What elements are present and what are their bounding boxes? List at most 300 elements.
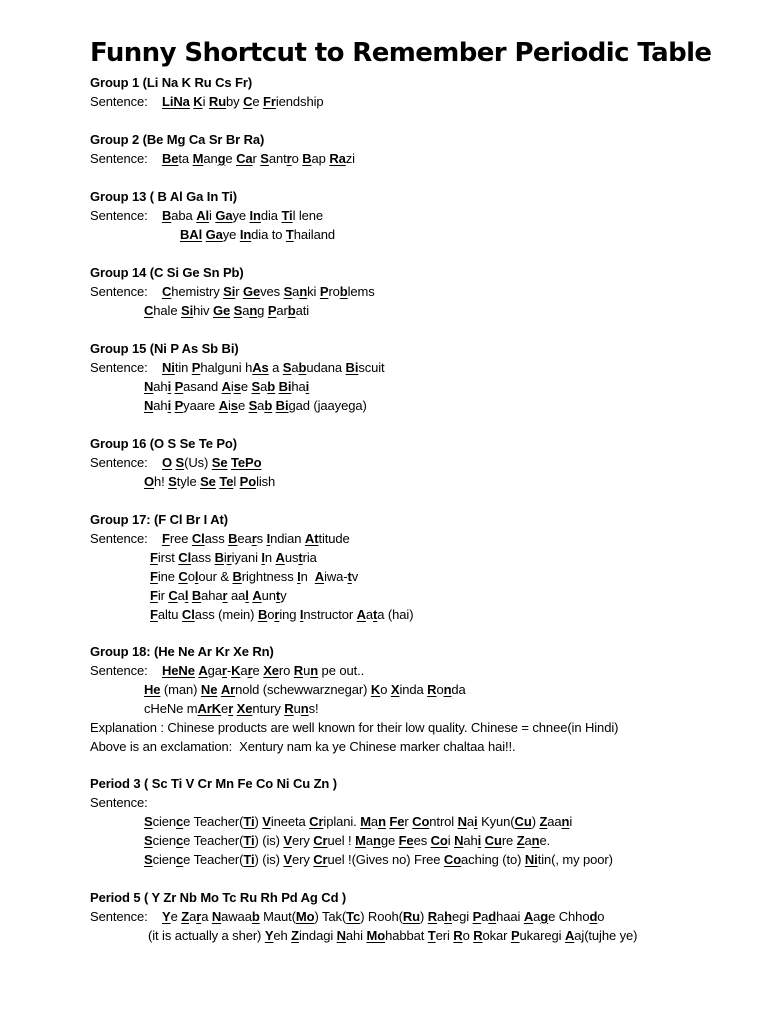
mnemonic-highlight: l — [184, 588, 189, 603]
sentence-text: asand — [183, 379, 222, 394]
mnemonic-highlight: Bi — [345, 360, 359, 375]
sentence-text: o — [482, 928, 490, 943]
section-heading: Group 14 (C Si Ge Sn Pb) — [90, 265, 244, 280]
sentence-text: aa — [547, 814, 562, 829]
mnemonic-highlight: Ti — [281, 208, 293, 223]
mnemonic-highlight: C — [162, 284, 172, 299]
mnemonic-highlight: P — [510, 928, 520, 943]
mnemonic-highlight: Bi — [275, 398, 289, 413]
sentence-text: m — [183, 701, 198, 716]
mnemonic-highlight: F — [150, 569, 158, 584]
section — [90, 73, 760, 111]
mnemonic-highlight: B — [162, 208, 172, 223]
sentence-text: re — [501, 833, 517, 848]
mnemonic-highlight: HeNe — [162, 663, 195, 678]
mnemonic-highlight: N — [144, 398, 154, 413]
mnemonic-highlight: F — [162, 531, 170, 546]
mnemonic-highlight: TePo — [231, 455, 262, 470]
sentence-text: o — [380, 682, 391, 697]
sentence-label: Sentence: — [90, 151, 148, 166]
sentence-text: un — [261, 588, 276, 603]
mnemonic-highlight: R — [293, 663, 304, 678]
mnemonic-highlight: t — [347, 569, 352, 584]
sentence-text: ha — [291, 379, 306, 394]
mnemonic-highlight: M — [192, 151, 204, 166]
sentence-text: halguni h — [200, 360, 253, 375]
sentence-line — [90, 907, 760, 926]
sentence-text: cien — [152, 852, 177, 867]
sentence-text: ntury — [252, 701, 285, 716]
mnemonic-highlight: A — [314, 569, 325, 584]
mnemonic-highlight: b — [267, 379, 276, 394]
sentence-text: o — [597, 909, 605, 924]
sentence-line — [90, 586, 760, 605]
mnemonic-highlight: s — [230, 398, 238, 413]
sentence-text: ineeta — [270, 814, 310, 829]
sentence-line — [90, 793, 760, 812]
sentence-text: i — [230, 379, 234, 394]
sentence-text: y — [280, 588, 287, 603]
section-heading: Group 16 (O S Se Te Po) — [90, 436, 237, 451]
sentence-text: us — [284, 550, 299, 565]
sentence-text: dia to — [251, 227, 286, 242]
section-heading: Group 13 ( B Al Ga In Ti) — [90, 189, 238, 204]
sentence-text: r — [241, 569, 246, 584]
section — [90, 510, 760, 624]
sentence-text: i — [209, 208, 216, 223]
mnemonic-highlight: K — [370, 682, 381, 697]
mnemonic-highlight: P — [191, 360, 201, 375]
sentence-text: e — [240, 379, 252, 394]
mnemonic-highlight: d — [488, 909, 497, 924]
mnemonic-highlight: A — [275, 550, 285, 565]
sentence-text: a — [466, 814, 475, 829]
mnemonic-highlight: Ni — [162, 360, 175, 375]
sentence-text: irst — [157, 550, 179, 565]
mnemonic-highlight: r — [196, 909, 202, 924]
sentence-text: ye — [232, 208, 250, 223]
sentence-label: Sentence: — [90, 284, 148, 299]
mnemonic-highlight: N — [211, 909, 222, 924]
sentence-text: a — [291, 360, 299, 375]
sentence-text: ant — [268, 151, 287, 166]
section — [90, 187, 760, 244]
sentence-text: a — [365, 607, 374, 622]
mnemonic-highlight: Cr — [309, 814, 324, 829]
mnemonic-highlight: Ra — [329, 151, 346, 166]
mnemonic-highlight: Cl — [178, 550, 192, 565]
sentence-text: ass (mein) — [194, 607, 258, 622]
sentence-line — [90, 548, 760, 567]
section — [90, 263, 760, 320]
mnemonic-highlight: Be — [162, 151, 179, 166]
sentence-text: dia — [260, 208, 282, 223]
sentence-text: yaare — [183, 398, 219, 413]
mnemonic-highlight: Cr — [313, 852, 328, 867]
sentence-line — [90, 718, 760, 737]
mnemonic-highlight: b — [287, 303, 296, 318]
sentence-text: es — [413, 833, 431, 848]
sentence-text: e Teacher( — [183, 814, 244, 829]
sentence-text: a — [437, 909, 445, 924]
sentence-text: scuit — [358, 360, 385, 375]
sentence-line — [90, 225, 760, 244]
section — [90, 888, 760, 945]
sentence-text: inda — [399, 682, 428, 697]
sentence-text: Fre — [414, 852, 434, 867]
sentence-text: e — [221, 701, 229, 716]
section-heading: Group 2 (Be Mg Ca Sr Br Ra) — [90, 132, 265, 147]
sentence-text: g — [257, 303, 268, 318]
sentence-text: kar — [489, 928, 511, 943]
mnemonic-highlight: i — [477, 833, 482, 848]
mnemonic-highlight: R — [453, 928, 463, 943]
sentence-text: aa — [227, 588, 246, 603]
sentence-text: a — [242, 303, 250, 318]
sentence-text: ki — [307, 284, 320, 299]
sentence-line — [90, 301, 760, 320]
mnemonic-highlight: i — [305, 379, 310, 394]
sentence-line — [90, 472, 760, 491]
mnemonic-highlight: M — [360, 814, 371, 829]
mnemonic-highlight: Po — [239, 474, 257, 489]
section — [90, 774, 760, 869]
mnemonic-highlight: LiNa — [162, 94, 190, 109]
sentence-line — [90, 831, 760, 850]
sentence-text: gad (jaayega) — [288, 398, 367, 413]
mnemonic-highlight: B — [228, 531, 238, 546]
sentence-text: o — [436, 682, 444, 697]
mnemonic-highlight: At — [304, 531, 319, 546]
mnemonic-highlight: In — [239, 227, 252, 242]
mnemonic-highlight: Ca — [236, 151, 253, 166]
sentence-text: aching (to) — [461, 852, 525, 867]
mnemonic-highlight: Z — [516, 833, 525, 848]
mnemonic-highlight: F — [150, 607, 158, 622]
sentence-text: tyle — [176, 474, 201, 489]
sentence-text: tin(, my poor) — [537, 852, 613, 867]
sentence-text: hemistry — [171, 284, 224, 299]
mnemonic-highlight: Mo — [366, 928, 386, 943]
sentence-text: o — [462, 928, 470, 943]
mnemonic-highlight: In — [249, 208, 261, 223]
section — [90, 642, 760, 756]
sentence-text: iendship — [275, 94, 324, 109]
mnemonic-highlight: N — [454, 833, 464, 848]
sentence-text: ea — [237, 531, 252, 546]
section — [90, 339, 760, 415]
sentence-text: a — [260, 379, 268, 394]
mnemonic-highlight: S — [144, 814, 153, 829]
sentence-line — [90, 737, 760, 756]
mnemonic-highlight: F — [150, 550, 158, 565]
mnemonic-highlight: K — [231, 663, 241, 678]
mnemonic-highlight: C — [178, 569, 188, 584]
sentence-label: Sentence: — [90, 94, 148, 109]
sentence-text: a — [370, 814, 379, 829]
sentence-text: r — [235, 284, 243, 299]
sentence-text: ge — [380, 833, 399, 848]
mnemonic-highlight: Co — [443, 852, 462, 867]
sentence-text: Above is an exclamation: Xentury nam ka ye Chinese marker chaltaa hai!!. — [90, 739, 516, 754]
mnemonic-highlight: c — [176, 814, 184, 829]
sentence-line — [90, 680, 760, 699]
sentence-text: ati — [295, 303, 310, 318]
mnemonic-highlight: Mo — [295, 909, 315, 924]
mnemonic-highlight: Si — [223, 284, 236, 299]
sentence-text: ) Tak( — [314, 909, 347, 924]
mnemonic-highlight: n — [561, 814, 570, 829]
sentence-text: egi — [452, 909, 473, 924]
mnemonic-highlight: b — [298, 360, 307, 375]
mnemonic-highlight: r — [221, 663, 227, 678]
mnemonic-highlight: B — [232, 569, 242, 584]
mnemonic-highlight: R — [284, 701, 294, 716]
mnemonic-highlight: Ge — [242, 284, 261, 299]
sentence-text: e — [252, 663, 264, 678]
sentence-text: a — [292, 284, 300, 299]
sentence-text: a — [257, 398, 265, 413]
mnemonic-highlight: r — [222, 588, 228, 603]
mnemonic-highlight: S — [233, 303, 243, 318]
mnemonic-highlight: t — [298, 550, 303, 565]
mnemonic-highlight: Xe — [263, 663, 279, 678]
sentence-text: a — [533, 909, 541, 924]
mnemonic-highlight: b — [251, 909, 260, 924]
mnemonic-highlight: b — [339, 284, 348, 299]
mnemonic-highlight: A — [564, 928, 575, 943]
mnemonic-highlight: Cu — [484, 833, 502, 848]
mnemonic-highlight: C — [243, 94, 253, 109]
sentence-line — [90, 92, 760, 111]
sentence-line — [90, 149, 760, 168]
mnemonic-highlight: Te — [219, 474, 234, 489]
mnemonic-highlight: K — [193, 94, 203, 109]
sentence-text: ery — [291, 852, 314, 867]
sentence-text: ree — [169, 531, 192, 546]
mnemonic-highlight: ArK — [197, 701, 222, 716]
sentence-line — [90, 529, 760, 548]
section-heading: Group 18: (He Ne Ar Kr Xe Rn) — [90, 644, 274, 659]
section-heading: Group 15 (Ni P As Sb Bi) — [90, 341, 239, 356]
mnemonic-highlight: S — [251, 379, 261, 394]
mnemonic-highlight: l — [194, 569, 199, 584]
mnemonic-highlight: A — [198, 663, 208, 678]
mnemonic-highlight: O — [144, 474, 155, 489]
sentence-text: ine — [157, 569, 179, 584]
mnemonic-highlight: A — [218, 398, 228, 413]
sentence-label: Sentence: — [90, 531, 148, 546]
sentence-text: ) — [254, 814, 263, 829]
sentence-text: uel !(Gives no) — [327, 852, 415, 867]
section — [90, 434, 760, 491]
sentence-text: u — [303, 663, 311, 678]
sentence-text: haai — [496, 909, 524, 924]
section-heading: Group 17: (F Cl Br I At) — [90, 512, 228, 527]
sentence-text: Kyun( — [477, 814, 515, 829]
mnemonic-highlight: Ar — [220, 682, 236, 697]
sentence-text: ) — [531, 814, 540, 829]
mnemonic-highlight: i — [167, 379, 172, 394]
sentence-text: e — [237, 398, 249, 413]
mnemonic-highlight: Ti — [243, 852, 255, 867]
mnemonic-highlight: Z — [291, 928, 300, 943]
sentence-text: ) — [419, 909, 428, 924]
sentence-text: ar — [276, 303, 288, 318]
mnemonic-highlight: P — [174, 398, 184, 413]
sentence-text: indagi — [299, 928, 337, 943]
sentence-text: da — [451, 682, 466, 697]
sentence-text: r — [252, 151, 261, 166]
sentence-text: lish — [256, 474, 276, 489]
mnemonic-highlight: Cu — [514, 814, 532, 829]
sentence-text: ntrol — [429, 814, 458, 829]
mnemonic-highlight: Z — [181, 909, 190, 924]
mnemonic-highlight: Cl — [191, 531, 205, 546]
sentence-text: ir — [157, 588, 169, 603]
mnemonic-highlight: B — [191, 588, 202, 603]
sentence-text: o — [187, 569, 195, 584]
mnemonic-highlight: T — [427, 928, 436, 943]
mnemonic-highlight: He — [144, 682, 161, 697]
mnemonic-highlight: P — [267, 303, 277, 318]
mnemonic-highlight: X — [390, 682, 400, 697]
mnemonic-highlight: M — [355, 833, 366, 848]
mnemonic-highlight: Ti — [243, 814, 255, 829]
sentence-text: nstructor — [303, 607, 357, 622]
mnemonic-highlight: As — [252, 360, 269, 375]
mnemonic-highlight: A — [221, 379, 231, 394]
mnemonic-highlight: n — [299, 284, 308, 299]
mnemonic-highlight: Se — [200, 474, 216, 489]
sentence-text: ro — [278, 663, 294, 678]
sentence-text: ery — [291, 833, 314, 848]
sentence-text: a — [201, 909, 212, 924]
sentence-text: eh — [273, 928, 292, 943]
sentence-text: l lene — [292, 208, 324, 223]
sentence-text: ) (is) — [254, 833, 284, 848]
mnemonic-highlight: Xe — [236, 701, 253, 716]
sentence-text: a — [240, 663, 248, 678]
mnemonic-highlight: n — [372, 833, 381, 848]
mnemonic-highlight: Ne — [200, 682, 218, 697]
mnemonic-highlight: s — [233, 379, 241, 394]
mnemonic-highlight: n — [531, 833, 540, 848]
sentence-text: a — [481, 909, 489, 924]
sentence-line — [90, 661, 760, 680]
mnemonic-highlight: Co — [412, 814, 430, 829]
sentence-text: ro — [328, 284, 340, 299]
mnemonic-highlight: T — [285, 227, 294, 242]
mnemonic-highlight: n — [378, 814, 386, 829]
sentence-text: (Us) — [184, 455, 212, 470]
mnemonic-highlight: N — [457, 814, 467, 829]
mnemonic-highlight: t — [275, 588, 281, 603]
mnemonic-highlight: Ga — [215, 208, 233, 223]
sentence-text: aj — [574, 928, 585, 943]
sentence-text: ves — [260, 284, 284, 299]
sentence-text: ah — [463, 833, 478, 848]
mnemonic-highlight: Co — [430, 833, 448, 848]
sentence-text: ta — [178, 151, 193, 166]
sentence-text: hiv — [193, 303, 213, 318]
mnemonic-highlight: I — [266, 531, 271, 546]
sentence-text: udana — [306, 360, 346, 375]
sentence-text: titude — [318, 531, 350, 546]
mnemonic-highlight: I — [261, 550, 265, 565]
mnemonic-highlight: S — [283, 284, 293, 299]
sentence-text: iplani. — [323, 814, 361, 829]
mnemonic-highlight: A — [252, 588, 262, 603]
sentence-text: ga — [207, 663, 222, 678]
mnemonic-highlight: S — [144, 833, 153, 848]
mnemonic-highlight: c — [176, 833, 184, 848]
mnemonic-highlight: A — [356, 607, 366, 622]
sentence-text: s — [256, 531, 267, 546]
sentence-text: v — [351, 569, 359, 584]
sentence-text: an — [203, 151, 218, 166]
sentence-text: a — [268, 360, 283, 375]
sentence-text: eri — [435, 928, 454, 943]
sentence-text: ightness — [245, 569, 298, 584]
mnemonic-highlight: Cr — [313, 833, 328, 848]
sentence-text: i — [569, 814, 573, 829]
mnemonic-highlight: V — [283, 852, 292, 867]
sentence-text: pe out.. — [318, 663, 365, 678]
sentence-text: by — [226, 94, 244, 109]
sentence-text: hale — [153, 303, 181, 318]
section-heading: Group 1 (Li Na K Ru Cs Fr) — [90, 75, 253, 90]
mnemonic-highlight: g — [217, 151, 226, 166]
mnemonic-highlight: C — [168, 588, 178, 603]
sentence-text: our & — [198, 569, 233, 584]
mnemonic-highlight: I — [299, 607, 304, 622]
sentence-text: l — [233, 474, 240, 489]
sentence-text: lems — [347, 284, 375, 299]
sentence-text: ria — [302, 550, 317, 565]
mnemonic-highlight: c — [176, 852, 184, 867]
sentence-text: Explanation : Chinese products are well known for their low quality. Chinese = chnee(in Hindi) — [90, 720, 619, 735]
sentence-text: habbat — [385, 928, 428, 943]
sentence-text: iwa- — [324, 569, 348, 584]
mnemonic-highlight: Y — [264, 928, 274, 943]
mnemonic-highlight: S — [168, 474, 177, 489]
sentence-text: uel ! — [327, 833, 356, 848]
mnemonic-highlight: BAl — [180, 227, 203, 242]
sentence-text: r — [404, 814, 413, 829]
sentence-line — [90, 453, 760, 472]
sentence-text: ass — [191, 550, 215, 565]
mnemonic-highlight: Ru — [402, 909, 420, 924]
sentence-line — [90, 926, 760, 945]
sentence-text: e — [225, 151, 237, 166]
mnemonic-highlight: n — [249, 303, 258, 318]
mnemonic-highlight: I — [297, 569, 301, 584]
sentence-text: e — [170, 909, 182, 924]
sentence-line — [90, 812, 760, 831]
mnemonic-highlight: r — [274, 607, 280, 622]
sentence-line — [90, 377, 760, 396]
sentence-text: (man) — [160, 682, 201, 697]
sentence-line — [90, 699, 760, 718]
sentence-text: i — [202, 94, 209, 109]
mnemonic-highlight: g — [540, 909, 549, 924]
sentence-line — [90, 850, 760, 869]
mnemonic-highlight: S — [144, 852, 153, 867]
sentence-text: ah — [153, 379, 168, 394]
sentence-text: hailand — [293, 227, 335, 242]
mnemonic-highlight: i — [474, 814, 478, 829]
